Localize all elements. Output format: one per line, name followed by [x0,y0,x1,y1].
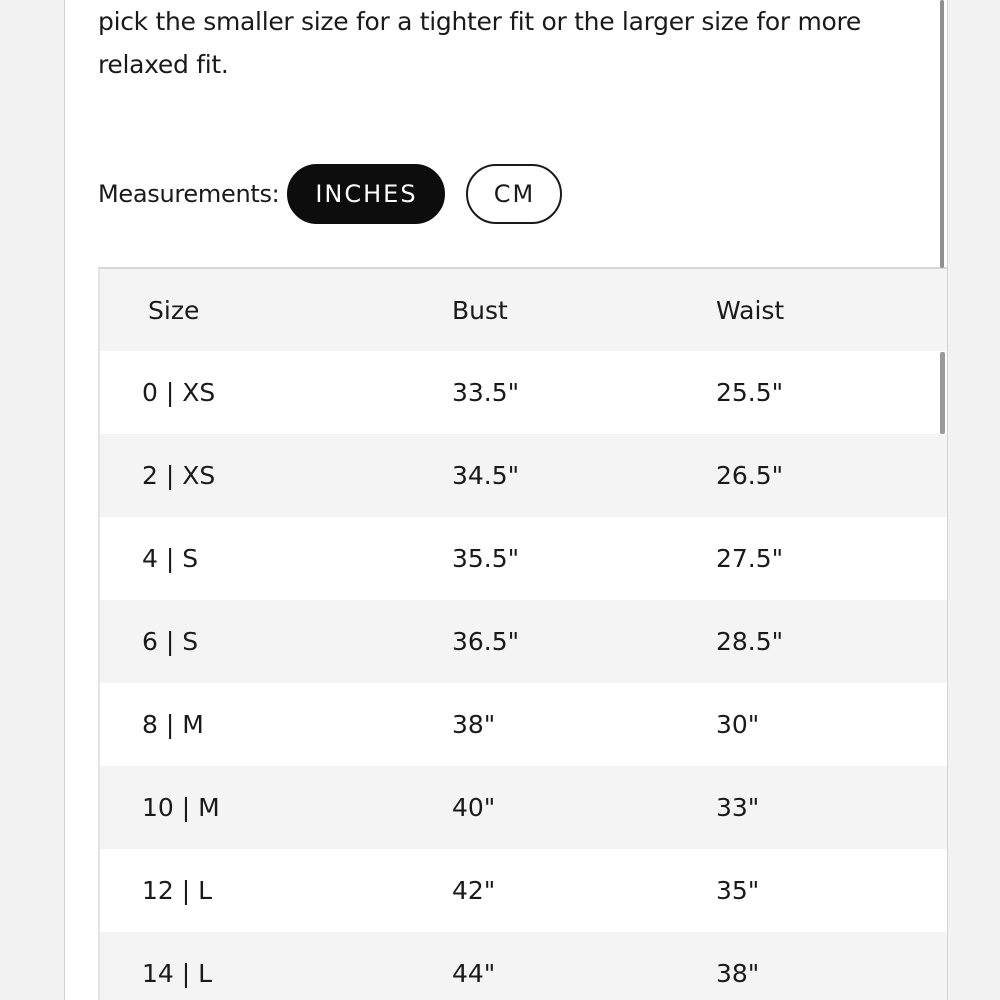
size-chart-table [98,267,948,1000]
bust-cell: 33.5" [452,378,520,407]
column-header-size: Size [148,295,200,325]
cm-button[interactable]: CM [466,164,562,224]
bust-cell: 44" [452,959,496,988]
bust-cell: 42" [452,876,496,905]
fit-description-line-2: relaxed fit. [98,50,229,79]
size-cell: 4 | S [142,544,199,573]
inches-button[interactable]: INCHES [287,164,445,224]
bust-cell: 34.5" [452,461,520,490]
waist-cell: 33" [716,793,760,822]
waist-cell: 26.5" [716,461,784,490]
measurements-label: Measurements: [98,180,280,208]
bust-cell: 35.5" [452,544,520,573]
size-cell: 8 | M [142,710,204,739]
measurement-unit-selector [98,162,562,226]
bust-cell: 40" [452,793,496,822]
table-row [100,766,948,849]
table-row [100,932,948,1000]
table-row [100,683,948,766]
table-header-row [100,269,948,351]
table-row [100,517,948,600]
waist-cell: 35" [716,876,760,905]
size-cell: 6 | S [142,627,199,656]
waist-cell: 25.5" [716,378,784,407]
table-row [100,351,948,434]
waist-cell: 38" [716,959,760,988]
column-header-bust: Bust [452,295,508,325]
size-cell: 0 | XS [142,378,216,407]
size-cell: 2 | XS [142,461,216,490]
bust-cell: 36.5" [452,627,520,656]
size-guide-panel [64,0,948,1000]
waist-cell: 30" [716,710,760,739]
fit-description-line-1: pick the smaller size for a tighter fit or the larger size for more [98,7,862,36]
table-row [100,849,948,932]
table-row [100,600,948,683]
waist-cell: 28.5" [716,627,784,656]
size-cell: 14 | L [142,959,213,988]
page-scrollbar-thumb[interactable] [940,0,944,268]
waist-cell: 27.5" [716,544,784,573]
table-scrollbar-thumb[interactable] [940,352,945,434]
table-row [100,434,948,517]
size-cell: 10 | M [142,793,220,822]
fit-description [98,0,898,86]
column-header-waist: Waist [716,295,785,325]
bust-cell: 38" [452,710,496,739]
size-cell: 12 | L [142,876,213,905]
